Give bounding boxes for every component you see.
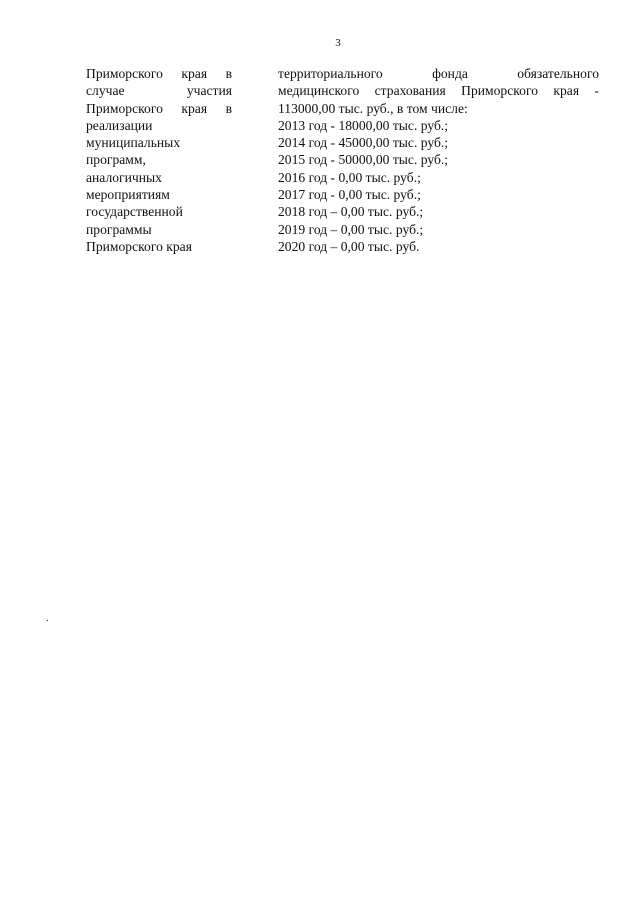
right-column — [278, 65, 599, 255]
funding-year-line: 2018 год – 0,00 тыс. руб.; — [278, 204, 424, 220]
right-line: территориального фонда обязательного — [278, 66, 599, 81]
funding-year-line: 2019 год – 0,00 тыс. руб.; — [278, 221, 424, 237]
right-line: медицинского страхования Приморского края - — [278, 83, 599, 99]
funding-year-line: 2016 год - 0,00 тыс. руб.; — [278, 169, 421, 185]
funding-year-line: 2020 год – 0,00 тыс. руб. — [278, 238, 420, 254]
left-line: программ, — [86, 152, 146, 168]
right-line: 113000,00 тыс. руб., в том числе: — [278, 100, 468, 116]
left-line: Приморского края — [86, 238, 192, 254]
funding-year-line: 2017 год - 0,00 тыс. руб.; — [278, 187, 421, 203]
left-column — [86, 65, 232, 255]
left-line: реализации — [86, 117, 153, 133]
left-line: Приморского края в — [86, 100, 232, 116]
funding-year-line: 2015 год - 50000,00 тыс. руб.; — [278, 152, 449, 168]
left-line: программы — [86, 221, 152, 237]
page-number: 3 — [335, 37, 341, 49]
left-line: государственной — [86, 204, 183, 220]
funding-year-line: 2014 год - 45000,00 тыс. руб.; — [278, 135, 449, 151]
left-line: случае участия — [86, 83, 232, 99]
left-line: мероприятиям — [86, 187, 170, 203]
funding-year-line: 2013 год - 18000,00 тыс. руб.; — [278, 117, 449, 133]
left-line: Приморского края в — [86, 66, 232, 81]
stray-dot-mark: . — [46, 613, 49, 624]
left-line: аналогичных — [86, 169, 162, 185]
left-line: муниципальных — [86, 135, 181, 151]
